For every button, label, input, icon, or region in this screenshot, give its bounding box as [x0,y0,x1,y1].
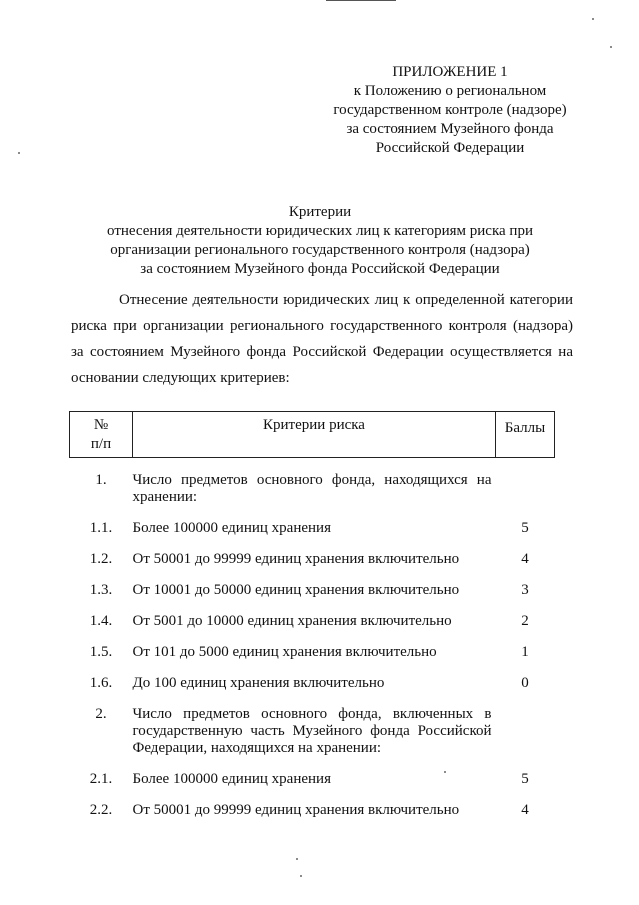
row-number: 1. [95,472,107,488]
row-criterion: От 10001 до 50000 единиц хранения включительно [132,582,460,598]
title-line: организации регионального государственного контроля (надзора) [110,242,530,258]
row-spacer [70,506,555,520]
row-criterion: Число предметов основного фонда, находящихся на хранении: [132,472,492,505]
row-number: 1.1. [89,520,113,536]
scan-speck [296,858,298,860]
row-number: 1.6. [89,675,113,691]
row-spacer-cell [70,506,555,520]
appendix-line: к Положению о региональном [353,83,547,99]
row-spacer [70,788,555,802]
row-spacer [70,458,555,473]
row-spacer [70,537,555,551]
scan-speck [610,46,612,48]
row-spacer [70,661,555,675]
table-row [70,551,555,568]
row-number: 1.5. [89,644,113,660]
table-row [70,675,555,692]
table-header-row [70,412,555,458]
table-row [70,472,555,506]
scan-speck [444,771,446,773]
row-points: 5 [521,771,529,787]
title-line: отнесения деятельности юридических лиц к категориям риска при [107,223,533,239]
header-number [70,412,133,458]
row-criterion: Число предметов основного фонда, включенных в государственную часть Музейного фонда Российской Федерации, находящихся на хранении: [132,706,492,756]
row-number: 2. [95,706,107,722]
scan-speck [592,18,594,20]
scan-top-line [326,0,396,1]
row-points: 0 [521,675,529,691]
criteria-table [69,411,555,819]
row-criterion: Более 100000 единиц хранения [132,771,331,787]
row-spacer-cell [70,692,555,706]
appendix-line: государственном контроле (надзоре) [333,102,567,118]
row-points: 4 [521,551,529,567]
row-spacer-cell [70,661,555,675]
row-points [496,706,555,757]
title-line: за состоянием Музейного фонда Российской Федерации [140,261,500,277]
table-row [70,802,555,819]
title-heading: Критерии [288,204,352,220]
row-criterion: От 101 до 5000 единиц хранения включительно [132,644,437,660]
header-criteria: Критерии риска [133,412,496,458]
appendix-header [320,63,580,158]
table-body [70,458,555,820]
table-row [70,582,555,599]
row-spacer-cell [70,537,555,551]
row-criterion: До 100 единиц хранения включительно [132,675,385,691]
row-number: 1.2. [89,551,113,567]
row-spacer [70,599,555,613]
appendix-line: за состоянием Музейного фонда [346,121,554,137]
row-number: 1.4. [89,613,113,629]
appendix-line: ПРИЛОЖЕНИЕ 1 [392,64,508,80]
row-spacer-cell [70,458,555,473]
document-title [60,203,580,279]
row-points: 5 [521,520,529,536]
table-row [70,613,555,630]
header-points: Баллы [496,412,555,458]
row-points [496,472,555,506]
row-spacer-cell [70,568,555,582]
row-spacer [70,568,555,582]
row-points: 3 [521,582,529,598]
row-number: 2.1. [89,771,113,787]
row-points: 4 [521,802,529,818]
row-spacer-cell [70,599,555,613]
scan-speck [300,875,302,877]
row-spacer-cell [70,788,555,802]
row-spacer-cell [70,630,555,644]
row-spacer [70,630,555,644]
intro-paragraph: Отнесение деятельности юридических лиц к определенной категории риска при организации регионального государственного контроля (надзора) за состоянием Музейного фонда Российской Федерации осуществляется на основании следующих критериев: [71,292,573,386]
row-number: 2.2. [89,802,113,818]
row-criterion: От 50001 до 99999 единиц хранения включительно [132,551,460,567]
table-row [70,520,555,537]
row-criterion: От 50001 до 99999 единиц хранения включительно [132,802,460,818]
row-criterion: От 5001 до 10000 единиц хранения включительно [132,613,452,629]
row-spacer [70,692,555,706]
row-points: 1 [521,644,529,660]
appendix-line: Российской Федерации [375,140,525,156]
table-row [70,644,555,661]
table-row [70,706,555,757]
row-spacer-cell [70,757,555,771]
row-number: 1.3. [89,582,113,598]
table-row [70,771,555,788]
row-criterion: Более 100000 единиц хранения [132,520,331,536]
header-number-label: № п/п [90,417,112,452]
row-points: 2 [521,613,529,629]
scan-speck [18,152,20,154]
row-spacer [70,757,555,771]
